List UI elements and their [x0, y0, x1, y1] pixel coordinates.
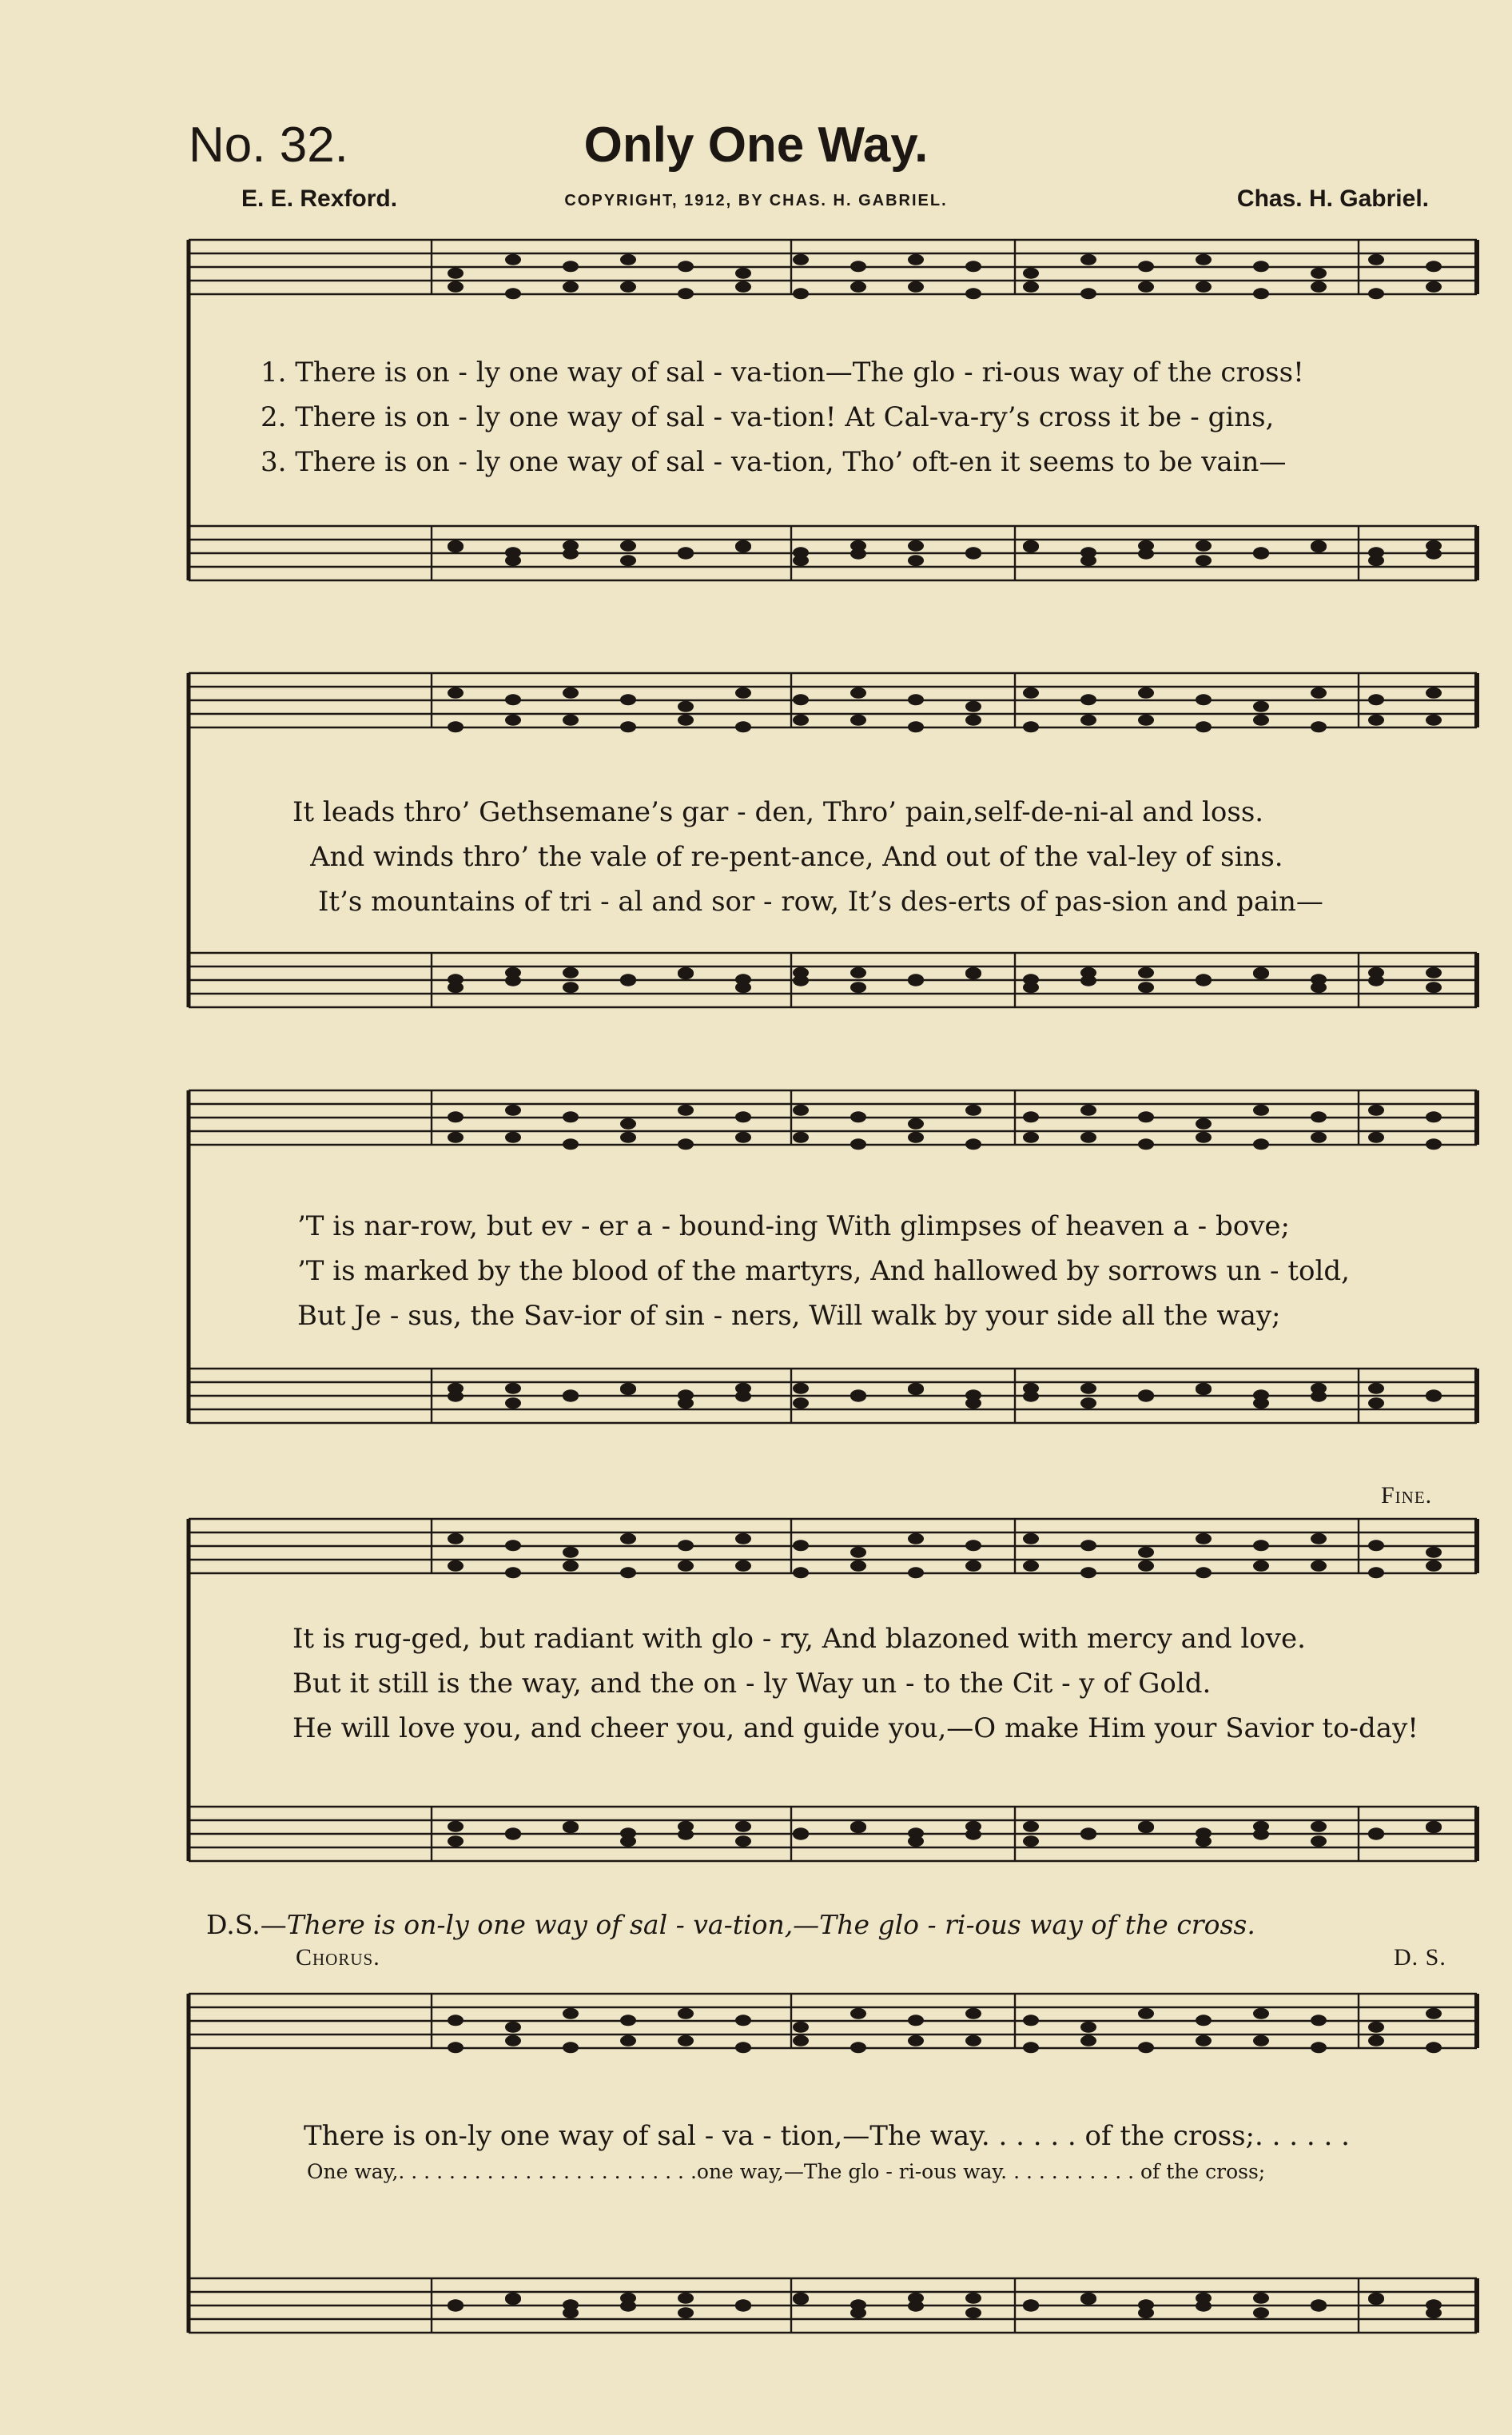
verse-line-2-2: And winds thro’ the vale of re-pent-ance, And out of the val-ley of sins. [310, 841, 1283, 873]
verse-line-3-1: ’T is nar-row, but ev - er a - bound-ing With glimpses of heaven a - bove; [297, 1210, 1290, 1242]
ds-refrain-line [206, 1909, 1469, 1940]
chorus-line-1: There is on-ly one way of sal - va - tion,—The way. . . . . . of the cross;. . . . . . [304, 2120, 1350, 2152]
verse-line-2-3: It’s mountains of tri - al and sor - row, It’s des-erts of pas-sion and pain— [318, 886, 1323, 918]
verse-line-4-3: He will love you, and cheer you, and guide you,—O make Him your Savior to-day! [292, 1712, 1418, 1744]
composer-credit: Chas. H. Gabriel. [1236, 185, 1429, 212]
chorus-mark: Chorus. [296, 1944, 380, 1971]
verse-line-3-3: But Je - sus, the Sav-ior of sin - ners, Will walk by your side all the way; [297, 1300, 1281, 1332]
verse-line-4-1: It is rug-ged, but radiant with glo - ry, And blazoned with mercy and love. [292, 1623, 1306, 1655]
ds-text: There is on-ly one way of sal - va-tion,—The glo - ri-ous way of the cross. [286, 1909, 1255, 1940]
ds-prefix: D.S.— [206, 1909, 287, 1940]
verse-line-2-1: It leads thro’ Gethsemane’s gar - den, Thro’ pain,self-de-ni-al and loss. [292, 796, 1264, 828]
verse-line-1-3: 3. There is on - ly one way of sal - va-tion, Tho’ oft-en it seems to be vain— [261, 446, 1287, 478]
ds-mark: D. S. [1394, 1944, 1446, 1971]
verse-line-3-2: ’T is marked by the blood of the martyrs, And hallowed by sorrows un - told, [297, 1255, 1350, 1287]
verse-line-1-2: 2. There is on - ly one way of sal - va-tion! At Cal-va-ry’s cross it be - gins, [261, 401, 1275, 433]
chorus-line-2: One way,. . . . . . . . . . . . . . . . . . . . . . . .one way,—The glo - ri-ous way. . . . . . . . . . . of the cross; [307, 2160, 1266, 2183]
fine-mark: Fine. [1381, 1482, 1433, 1508]
hymn-title: Only One Way. [583, 118, 929, 173]
hymn-number: No. 32. [189, 118, 348, 173]
verse-line-1-1: 1. There is on - ly one way of sal - va-tion—The glo - ri-ous way of the cross! [261, 357, 1304, 389]
verse-line-4-2: But it still is the way, and the on - ly Way un - to the Cit - y of Gold. [292, 1668, 1212, 1700]
lyricist-credit: E. E. Rexford. [241, 185, 398, 212]
copyright-notice: COPYRIGHT, 1912, BY CHAS. H. GABRIEL. [564, 192, 948, 209]
